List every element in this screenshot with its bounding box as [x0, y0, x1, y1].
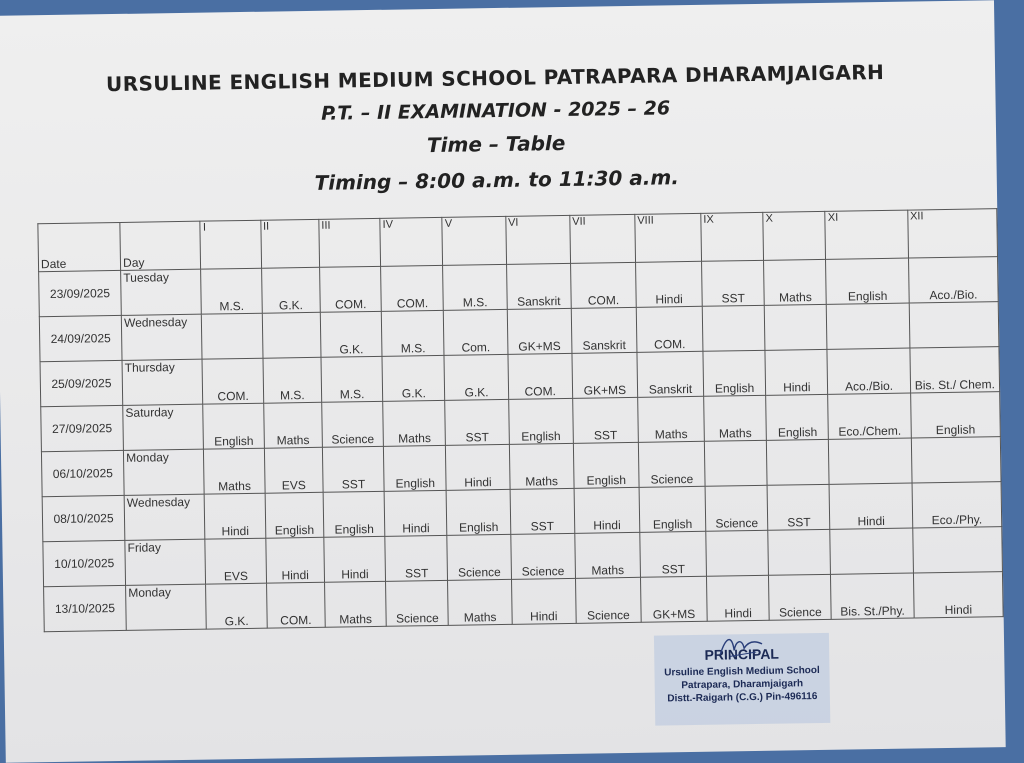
exam-day-cell: Monday — [124, 449, 205, 495]
exam-date-cell: 06/10/2025 — [41, 450, 124, 496]
subject-cell: English — [573, 442, 639, 488]
subject-cell: Eco./Chem. — [828, 393, 911, 439]
subject-cell: English — [384, 445, 447, 491]
subject-cell: SST — [767, 484, 830, 530]
subject-cell: Bis. St./ Chem. — [910, 347, 1000, 393]
subject-cell: Sanskrit — [571, 307, 637, 353]
class-column-header: VIII — [635, 213, 702, 262]
subject-cell: Hindi — [384, 490, 447, 536]
exam-timing: Timing – 8:00 a.m. to 11:30 a.m. — [314, 165, 680, 195]
class-column-header: IV — [380, 217, 443, 266]
exam-day-cell: Monday — [126, 584, 207, 630]
class-column-header: VI — [505, 215, 570, 264]
subject-cell: G.K. — [320, 311, 382, 357]
subject-cell: Hindi — [446, 444, 510, 490]
subject-cell: Science — [447, 534, 511, 580]
subject-cell: Aco./Bio. — [908, 257, 998, 303]
subject-cell: English — [639, 486, 706, 532]
subject-cell — [911, 437, 1001, 483]
subject-cell: GK+MS — [640, 576, 707, 622]
exam-date-cell: 10/10/2025 — [43, 540, 126, 586]
subject-cell — [830, 528, 913, 574]
subject-cell: Hindi — [635, 261, 702, 307]
school-name: URSULINE ENGLISH MEDIUM SCHOOL PATRAPARA DHARAMJAIGARH — [105, 59, 885, 97]
exam-date-cell: 23/09/2025 — [39, 270, 122, 316]
subject-cell: Sanskrit — [637, 351, 704, 397]
subject-cell: G.K. — [444, 354, 508, 400]
subject-cell: SST — [322, 446, 384, 492]
subject-cell: Maths — [704, 395, 767, 441]
subject-cell: M.S. — [381, 310, 444, 356]
subject-cell — [768, 529, 831, 575]
subject-cell: Maths — [509, 443, 574, 489]
stamp-school-line: Ursuline English Medium School — [664, 665, 820, 679]
subject-cell: M.S. — [201, 268, 262, 314]
subject-cell: M.S. — [263, 357, 322, 403]
subject-cell: Maths — [383, 400, 446, 446]
exam-title: P.T. – II EXAMINATION - 2025 – 26 — [320, 97, 671, 125]
subject-cell: English — [203, 403, 264, 449]
exam-day-cell: Tuesday — [121, 269, 202, 315]
exam-date-cell: 13/10/2025 — [44, 585, 127, 631]
subject-cell: M.S. — [443, 264, 507, 310]
subject-cell — [912, 527, 1002, 573]
subject-cell: Maths — [764, 259, 827, 305]
exam-day-cell: Friday — [125, 539, 206, 585]
subject-cell: Maths — [263, 402, 322, 448]
subject-cell: G.K. — [261, 267, 320, 313]
subject-cell: COM. — [636, 306, 703, 352]
subject-cell: Hindi — [574, 487, 640, 533]
subject-cell: EVS — [205, 538, 266, 584]
subject-cell — [262, 312, 321, 358]
exam-day-cell: Thursday — [122, 359, 203, 405]
exam-date-cell: 24/09/2025 — [39, 315, 122, 361]
subject-cell: EVS — [264, 447, 323, 493]
subject-cell: Com. — [444, 309, 508, 355]
class-column-header: IX — [701, 212, 764, 261]
subject-cell: Hindi — [265, 537, 324, 583]
subject-cell: SST — [702, 260, 765, 306]
subject-cell: Science — [322, 401, 384, 447]
subject-cell — [706, 530, 769, 576]
stamp-district-line: Distt.-Raigarh (C.G.) Pin-496116 — [667, 691, 818, 705]
subject-cell: English — [910, 392, 1000, 438]
subject-cell — [909, 302, 999, 348]
timetable-title: Time – Table — [426, 130, 566, 158]
subject-cell: SST — [640, 531, 707, 577]
subject-cell — [829, 438, 912, 484]
subject-cell: Maths — [638, 396, 705, 442]
subject-cell: Hindi — [913, 572, 1003, 618]
subject-cell: Science — [769, 574, 832, 620]
subject-cell: Bis. St./Phy. — [831, 573, 914, 619]
subject-cell: Science — [638, 441, 705, 487]
subject-cell: Hindi — [765, 349, 828, 395]
subject-cell: Maths — [204, 448, 265, 494]
stamp-title: PRINCIPAL — [704, 645, 780, 663]
class-column-header: X — [763, 211, 826, 260]
subject-cell: Science — [510, 533, 575, 579]
class-column-header: VII — [570, 214, 636, 263]
exam-date-cell: 08/10/2025 — [42, 495, 125, 541]
subject-cell — [764, 304, 827, 350]
subject-cell: SST — [385, 535, 448, 581]
subject-cell: English — [703, 350, 766, 396]
subject-cell: English — [447, 489, 511, 535]
subject-cell: Maths — [324, 581, 386, 627]
subject-cell: COM. — [508, 353, 573, 399]
subject-cell: Maths — [448, 579, 512, 625]
subject-cell: COM. — [266, 582, 325, 628]
subject-cell: Aco./Bio. — [827, 348, 910, 394]
timetable — [37, 208, 1003, 632]
subject-cell: Maths — [575, 532, 641, 578]
subject-cell: SST — [445, 399, 509, 445]
subject-cell — [704, 440, 767, 486]
subject-cell: Sanskrit — [506, 263, 571, 309]
subject-cell: SST — [572, 397, 638, 443]
subject-cell: COM. — [381, 265, 444, 311]
subject-cell: COM. — [570, 262, 636, 308]
subject-cell: Hindi — [511, 578, 576, 624]
subject-cell: Hindi — [324, 536, 386, 582]
subject-cell — [827, 303, 910, 349]
day-column-header: Day — [120, 221, 201, 270]
class-column-header: V — [442, 216, 506, 265]
subject-cell: COM. — [319, 266, 381, 312]
subject-cell: Science — [575, 577, 641, 623]
subject-cell: SST — [510, 488, 575, 534]
subject-cell: M.S. — [321, 356, 383, 402]
principal-signature — [716, 632, 766, 661]
exam-date-cell: 27/09/2025 — [41, 405, 124, 451]
subject-cell — [202, 313, 263, 359]
exam-date-cell: 25/09/2025 — [40, 360, 123, 406]
subject-cell: English — [508, 398, 573, 444]
subject-cell: Hindi — [829, 483, 912, 529]
subject-cell: English — [265, 492, 324, 538]
subject-cell: G.K. — [382, 355, 445, 401]
subject-cell: GK+MS — [572, 352, 638, 398]
subject-cell: English — [826, 258, 909, 304]
exam-day-cell: Saturday — [123, 404, 204, 450]
subject-cell: Hindi — [706, 575, 769, 621]
exam-day-cell: Wednesday — [121, 314, 202, 360]
subject-cell — [767, 439, 830, 485]
subject-cell: Eco./Phy. — [912, 482, 1002, 528]
subject-cell: Science — [386, 580, 449, 626]
exam-day-cell: Wednesday — [124, 494, 205, 540]
subject-cell: GK+MS — [507, 308, 572, 354]
subject-cell: Hindi — [205, 493, 266, 539]
class-column-header: III — [319, 218, 381, 267]
subject-cell: English — [323, 491, 385, 537]
stamp-address-line: Patrapara, Dharamjaigarh — [681, 678, 804, 692]
class-column-header: XI — [825, 210, 908, 259]
class-column-header: XII — [907, 209, 997, 258]
date-column-header: Date — [38, 222, 121, 271]
subject-cell: COM. — [202, 358, 263, 404]
subject-cell: Science — [705, 485, 768, 531]
class-column-header: I — [200, 220, 261, 269]
subject-cell: English — [766, 394, 829, 440]
class-column-header: II — [260, 219, 319, 268]
subject-cell — [702, 305, 765, 351]
subject-cell: G.K. — [206, 583, 267, 629]
